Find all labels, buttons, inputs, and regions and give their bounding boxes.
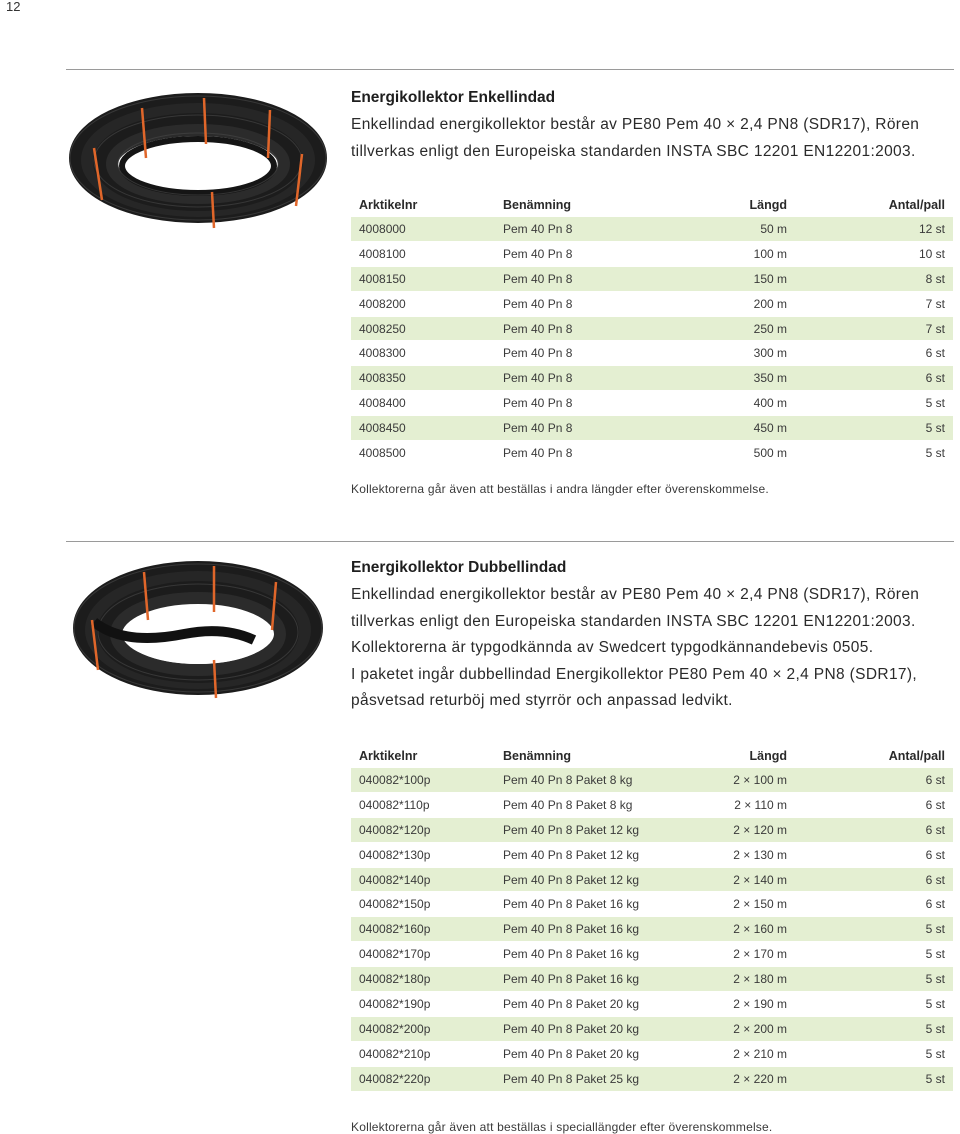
single-coil-pipe-image [64, 88, 332, 234]
table-row [351, 341, 953, 366]
cell-length: 2 × 100 m [695, 768, 795, 792]
cell-article: 4008250 [351, 316, 495, 341]
table-row [351, 391, 953, 416]
cell-article: 040082*150p [351, 892, 495, 917]
cell-quantity: 6 st [795, 792, 953, 817]
description-line: tillverkas enligt den Europeiska standarden INSTA SBC 12201 EN12201:2003. [351, 612, 916, 630]
cell-article: 040082*190p [351, 992, 495, 1017]
table-row [351, 892, 953, 917]
table-row [351, 967, 953, 992]
table-row [351, 416, 953, 441]
cell-name: Pem 40 Pn 8 Paket 8 kg [495, 768, 695, 792]
cell-length: 2 × 220 m [695, 1066, 795, 1091]
cell-article: 040082*220p [351, 1066, 495, 1091]
table-row [351, 992, 953, 1017]
divider [66, 541, 954, 542]
column-header-length: Längd [749, 198, 787, 212]
cell-name: Pem 40 Pn 8 Paket 16 kg [495, 917, 695, 942]
description-line: tillverkas enligt den Europeiska standarden INSTA SBC 12201 EN12201:2003. [351, 142, 916, 160]
table-row [351, 316, 953, 341]
cell-length: 300 m [665, 341, 795, 366]
cell-article: 040082*120p [351, 817, 495, 842]
description-line: Enkellindad energikollektor består av PE80 Pem 40 × 2,4 PN8 (SDR17), Rören [351, 116, 920, 133]
cell-quantity: 5 st [795, 917, 953, 942]
cell-article: 040082*210p [351, 1041, 495, 1066]
cell-name: Pem 40 Pn 8 Paket 25 kg [495, 1066, 695, 1091]
cell-article: 4008100 [351, 241, 495, 266]
single-coil-table-body [351, 217, 953, 465]
table-row [351, 768, 953, 792]
cell-name: Pem 40 Pn 8 Paket 20 kg [495, 1041, 695, 1066]
cell-name: Pem 40 Pn 8 [495, 391, 665, 416]
cell-article: 4008200 [351, 291, 495, 316]
cell-name: Pem 40 Pn 8 [495, 316, 665, 341]
double-coil-pipe-image [64, 556, 332, 706]
cell-name: Pem 40 Pn 8 Paket 20 kg [495, 992, 695, 1017]
single-coil-table-wrap [351, 193, 953, 496]
cell-quantity: 6 st [795, 366, 953, 391]
cell-quantity: 12 st [795, 217, 953, 241]
cell-length: 200 m [665, 291, 795, 316]
double-coil-table [351, 744, 953, 1092]
cell-length: 2 × 140 m [695, 867, 795, 892]
cell-length: 2 × 160 m [695, 917, 795, 942]
cell-quantity: 5 st [795, 1066, 953, 1091]
cell-name: Pem 40 Pn 8 Paket 16 kg [495, 967, 695, 992]
table-row [351, 842, 953, 867]
description-line: Enkellindad energikollektor består av PE80 Pem 40 × 2,4 PN8 (SDR17), Rören [351, 586, 920, 603]
cell-quantity: 6 st [795, 817, 953, 842]
cell-quantity: 5 st [795, 441, 953, 466]
cell-name: Pem 40 Pn 8 [495, 241, 665, 266]
cell-article: 040082*200p [351, 1016, 495, 1041]
cell-quantity: 5 st [795, 416, 953, 441]
cell-name: Pem 40 Pn 8 Paket 16 kg [495, 942, 695, 967]
table-row [351, 1016, 953, 1041]
cell-quantity: 5 st [795, 942, 953, 967]
single-coil-table [351, 193, 953, 466]
cell-length: 250 m [665, 316, 795, 341]
cell-article: 4008150 [351, 266, 495, 291]
cell-quantity: 8 st [795, 266, 953, 291]
table-row [351, 241, 953, 266]
cell-length: 50 m [665, 217, 795, 241]
cell-name: Pem 40 Pn 8 [495, 291, 665, 316]
cell-name: Pem 40 Pn 8 [495, 366, 665, 391]
double-coil-note: Kollektorerna går även att beställas i speciallängder efter överenskommelse. [351, 1119, 773, 1134]
table-row [351, 792, 953, 817]
cell-length: 2 × 130 m [695, 842, 795, 867]
column-header-quantity: Antal/pall [888, 749, 945, 763]
cell-quantity: 10 st [795, 241, 953, 266]
cell-article: 4008350 [351, 366, 495, 391]
page-number: 12 [6, 0, 21, 14]
column-header-name: Benämning [503, 749, 572, 763]
cell-article: 040082*140p [351, 867, 495, 892]
cell-length: 150 m [665, 266, 795, 291]
table-row [351, 217, 953, 241]
cell-article: 4008400 [351, 391, 495, 416]
cell-length: 2 × 150 m [695, 892, 795, 917]
cell-name: Pem 40 Pn 8 Paket 8 kg [495, 792, 695, 817]
cell-article: 040082*110p [351, 792, 495, 817]
column-header-article: Arktikelnr [359, 198, 418, 212]
cell-quantity: 6 st [795, 341, 953, 366]
cell-length: 400 m [665, 391, 795, 416]
cell-length: 2 × 180 m [695, 967, 795, 992]
cell-name: Pem 40 Pn 8 [495, 266, 665, 291]
cell-article: 4008000 [351, 217, 495, 241]
cell-article: 040082*180p [351, 967, 495, 992]
section-title: Energikollektor Enkellindad [351, 89, 556, 106]
table-header-row [351, 193, 953, 217]
cell-name: Pem 40 Pn 8 Paket 12 kg [495, 867, 695, 892]
description-line: I paketet ingår dubbellindad Energikollektor PE80 Pem 40 × 2,4 PN8 (SDR17), [351, 665, 918, 683]
cell-name: Pem 40 Pn 8 Paket 12 kg [495, 817, 695, 842]
cell-quantity: 6 st [795, 842, 953, 867]
single-coil-note: Kollektorerna går även att beställas i andra längder efter överenskommelse. [351, 481, 769, 496]
cell-name: Pem 40 Pn 8 [495, 341, 665, 366]
cell-length: 100 m [665, 241, 795, 266]
table-row [351, 291, 953, 316]
cell-name: Pem 40 Pn 8 [495, 416, 665, 441]
cell-length: 2 × 110 m [695, 792, 795, 817]
cell-article: 4008500 [351, 441, 495, 466]
cell-length: 2 × 120 m [695, 817, 795, 842]
cell-article: 040082*130p [351, 842, 495, 867]
cell-quantity: 5 st [795, 391, 953, 416]
column-header-name: Benämning [503, 198, 572, 212]
cell-name: Pem 40 Pn 8 Paket 16 kg [495, 892, 695, 917]
cell-quantity: 6 st [795, 892, 953, 917]
cell-article: 4008450 [351, 416, 495, 441]
cell-quantity: 7 st [795, 291, 953, 316]
section-single-coil [351, 88, 953, 165]
table-row [351, 441, 953, 466]
section-double-coil [351, 558, 953, 715]
table-row [351, 942, 953, 967]
cell-quantity: 6 st [795, 768, 953, 792]
table-row [351, 1066, 953, 1091]
cell-article: 040082*160p [351, 917, 495, 942]
cell-name: Pem 40 Pn 8 [495, 441, 665, 466]
cell-quantity: 5 st [795, 1016, 953, 1041]
column-header-quantity: Antal/pall [888, 198, 945, 212]
table-row [351, 1041, 953, 1066]
cell-length: 2 × 170 m [695, 942, 795, 967]
cell-quantity: 5 st [795, 1041, 953, 1066]
cell-name: Pem 40 Pn 8 Paket 12 kg [495, 842, 695, 867]
table-row [351, 817, 953, 842]
section-title: Energikollektor Dubbellindad [351, 559, 567, 576]
cell-quantity: 5 st [795, 992, 953, 1017]
description-line: Kollektorerna är typgodkännda av Swedcert typgodkännandebevis 0505. [351, 639, 874, 656]
double-coil-table-wrap [351, 744, 953, 1134]
table-row [351, 917, 953, 942]
cell-name: Pem 40 Pn 8 Paket 20 kg [495, 1016, 695, 1041]
description-line: påsvetsad returböj med styrrör och anpassad ledvikt. [351, 692, 733, 709]
cell-length: 500 m [665, 441, 795, 466]
column-header-length: Längd [749, 749, 787, 763]
table-row [351, 266, 953, 291]
table-row [351, 366, 953, 391]
cell-length: 450 m [665, 416, 795, 441]
cell-article: 040082*100p [351, 768, 495, 792]
cell-length: 2 × 200 m [695, 1016, 795, 1041]
table-row [351, 867, 953, 892]
cell-length: 350 m [665, 366, 795, 391]
cell-quantity: 7 st [795, 316, 953, 341]
cell-length: 2 × 210 m [695, 1041, 795, 1066]
cell-article: 4008300 [351, 341, 495, 366]
table-header-row [351, 744, 953, 768]
cell-name: Pem 40 Pn 8 [495, 217, 665, 241]
cell-length: 2 × 190 m [695, 992, 795, 1017]
cell-quantity: 6 st [795, 867, 953, 892]
divider [66, 69, 954, 70]
column-header-article: Arktikelnr [359, 749, 418, 763]
double-coil-table-body [351, 768, 953, 1091]
cell-quantity: 5 st [795, 967, 953, 992]
cell-article: 040082*170p [351, 942, 495, 967]
